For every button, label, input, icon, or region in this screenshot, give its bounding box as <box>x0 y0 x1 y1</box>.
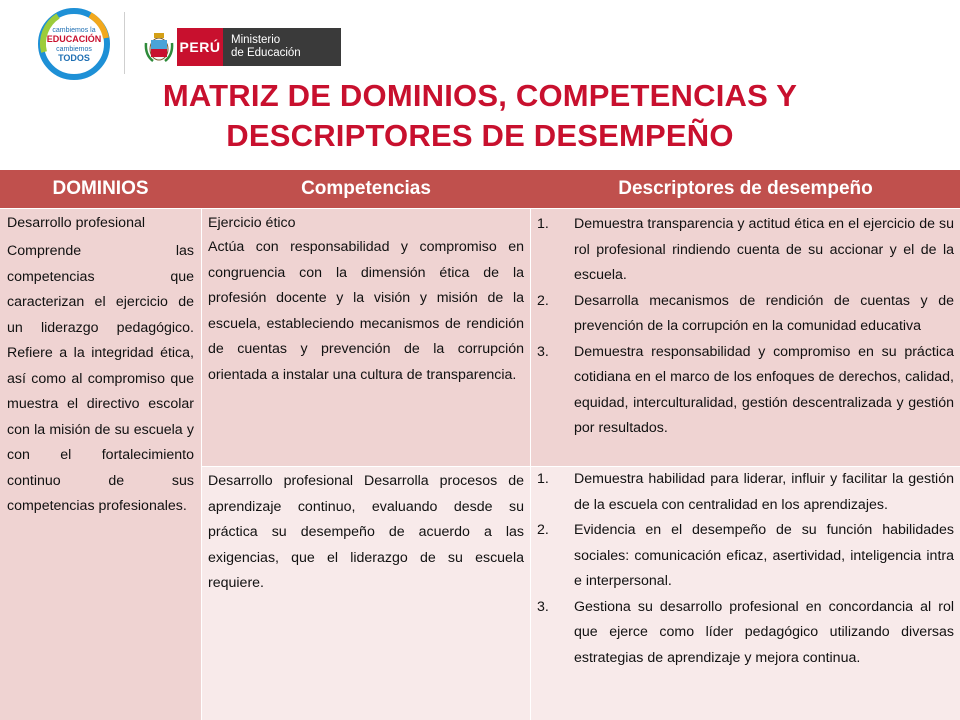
competency-1-title: Ejercicio ético <box>208 215 296 231</box>
row-divider <box>202 466 960 467</box>
competency-2-text: Desarrollo profesional Desarrolla procesos de aprendizaje continuo, evaluando desde su práctica su desempeño de acuerdo a las exigencias, que el liderazgo de su escuela requiere. <box>208 473 524 591</box>
ministry-logo <box>143 28 341 66</box>
campaign-logo-line2: EDUCACIÓN <box>46 34 102 44</box>
page-title-line2: DESCRIPTORES DE DESEMPEÑO <box>226 118 734 153</box>
page-title <box>0 76 960 156</box>
column-divider <box>530 209 531 720</box>
descriptor-number: 3. <box>537 343 549 360</box>
ministry-label-line1: Ministerio <box>231 34 281 46</box>
campaign-logo-line3: cambiemos <box>56 46 92 53</box>
header-descriptores: Descriptores de desempeño <box>618 178 873 199</box>
descriptor-text: Evidencia en el desempeño de su función habilidades sociales: comunicación eficaz, asertividad, inteligencia intra e interpersonal. <box>574 522 954 589</box>
column-divider <box>201 209 202 720</box>
descriptor-text: Demuestra habilidad para liderar, influir y facilitar la gestión de la escuela con centralidad en los aprendizajes. <box>574 471 954 513</box>
list-item <box>537 289 954 340</box>
header-competencias: Competencias <box>301 178 431 199</box>
domain-title: Desarrollo profesional <box>7 215 146 231</box>
descriptor-text: Demuestra transparencia y actitud ética en el ejercicio de su rol profesional rindiendo cuenta de su accionar y el de la escuela. <box>574 216 954 283</box>
descriptor-number: 2. <box>537 292 549 309</box>
table-header-row <box>0 170 960 208</box>
list-item <box>537 340 954 442</box>
ministry-label <box>223 28 341 66</box>
page-title-line1: MATRIZ DE DOMINIOS, COMPETENCIAS Y <box>162 78 798 113</box>
descriptor-number: 1. <box>537 471 549 487</box>
descriptor-text: Gestiona su desarrollo profesional en concordancia al rol que ejerce como líder pedagógico utilizando diversas estrategias de aprendizaje y mejora continua. <box>574 598 954 666</box>
competency-cell-2 <box>202 467 530 720</box>
coat-of-arms-icon <box>143 29 175 65</box>
domain-description: Comprende las competencias que caracterizan el ejercicio de un liderazgo pedagógico. Refiere a la integridad ética, así como al compromiso que muestra el directivo escolar con la misión de su escuela y con el fortalecimiento continuo de sus competencias profesionales. <box>7 243 194 514</box>
ministry-label-line2: de Educación <box>231 47 301 59</box>
list-item <box>537 467 954 518</box>
header-dominios: DOMINIOS <box>52 178 149 199</box>
domain-cell <box>0 209 201 720</box>
list-item <box>537 212 954 289</box>
descriptor-text: Demuestra responsabilidad y compromiso en su práctica cotidiana en el marco de los enfoques de derechos, calidad, equidad, interculturalidad, gestión descentralizada y gestión por resultados. <box>574 343 954 436</box>
descriptor-number: 1. <box>537 216 549 232</box>
list-item <box>537 518 954 595</box>
descriptors-cell-1 <box>531 209 960 466</box>
descriptors-cell-2 <box>531 467 960 720</box>
descriptor-number: 3. <box>537 598 549 615</box>
competency-cell-1 <box>202 209 530 466</box>
competency-1-description: Actúa con responsabilidad y compromiso en congruencia con la dimensión ética de la profesión docente y la visión y misión de la escuela, estableciendo mecanismos de rendición de cuentas y prevención de la corrupción orientada a instalar una cultura de transparencia. <box>208 239 524 383</box>
campaign-logo <box>38 8 110 80</box>
logo-divider <box>124 12 125 74</box>
list-item <box>537 595 954 672</box>
campaign-logo-line4: TODOS <box>58 53 90 63</box>
peru-label: PERÚ <box>177 28 223 66</box>
campaign-logo-line1: cambiemos la <box>52 27 96 34</box>
domains-matrix-table <box>0 170 960 720</box>
descriptor-number: 2. <box>537 522 549 538</box>
descriptor-text: Desarrolla mecanismos de rendición de cuentas y de prevención de la corrupción en la comunidad educativa <box>574 292 954 334</box>
